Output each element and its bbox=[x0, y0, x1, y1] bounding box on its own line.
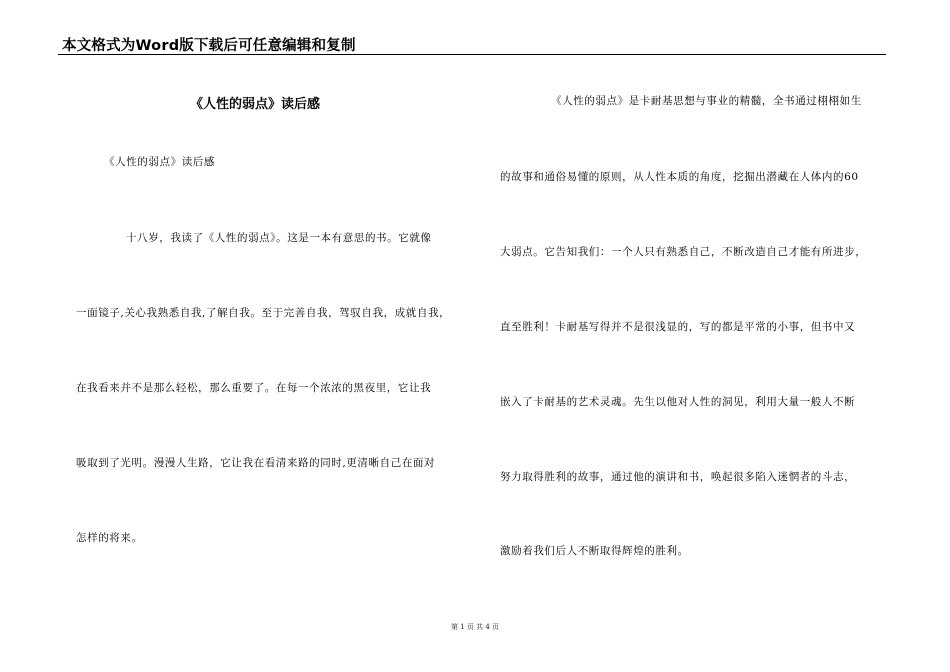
page-header: 本文格式为Word版下载后可任意编辑和复制 bbox=[62, 38, 356, 54]
right-line-1: 《人性的弱点》是卡耐基思想与事业的精髓，全书通过栩栩如生 bbox=[551, 95, 862, 107]
right-line-3: 大弱点。它告知我们：一个人只有熟悉自己，不断改造自己才能有所进步， bbox=[500, 246, 867, 258]
right-line-4: 直至胜利！卡耐基写得并不是很浅显的，写的都是平常的小事，但书中又 bbox=[500, 321, 856, 333]
left-line-5: 怎样的将来。 bbox=[76, 532, 143, 544]
right-line-7: 激励着我们后人不断取得辉煌的胜利。 bbox=[500, 545, 689, 557]
document-title: 《人性的弱点》读后感 bbox=[190, 97, 321, 112]
header-rule bbox=[58, 54, 886, 55]
left-line-2: 一面镜子,关心我熟悉自我,了解自我。至于完善自我，驾驭自我，成就自我， bbox=[76, 307, 451, 319]
left-line-3: 在我看来并不是那么轻松，那么重要了。在每一个浓浓的黑夜里，它让我 bbox=[76, 382, 432, 394]
left-line-1: 十八岁，我读了《人性的弱点》。这是一本有意思的书。它就像 bbox=[126, 232, 432, 244]
left-line-4: 吸取到了光明。漫漫人生路，它让我在看清来路的同时,更清晰自己在面对 bbox=[76, 457, 436, 469]
right-line-5: 嵌入了卡耐基的艺术灵魂。先生以他对人性的洞见，利用大量一般人不断 bbox=[500, 396, 856, 408]
left-subtitle: 《人性的弱点》读后感 bbox=[104, 156, 215, 168]
page-number: 第 1 页 共 4 页 bbox=[450, 623, 500, 631]
right-line-2: 的故事和通俗易懂的原则，从人性本质的角度，挖掘出潜藏在人体内的60 bbox=[500, 171, 859, 183]
right-line-6: 努力取得胜利的故事，通过他的演讲和书，唤起很多陷入迷惘者的斗志， bbox=[500, 471, 856, 483]
